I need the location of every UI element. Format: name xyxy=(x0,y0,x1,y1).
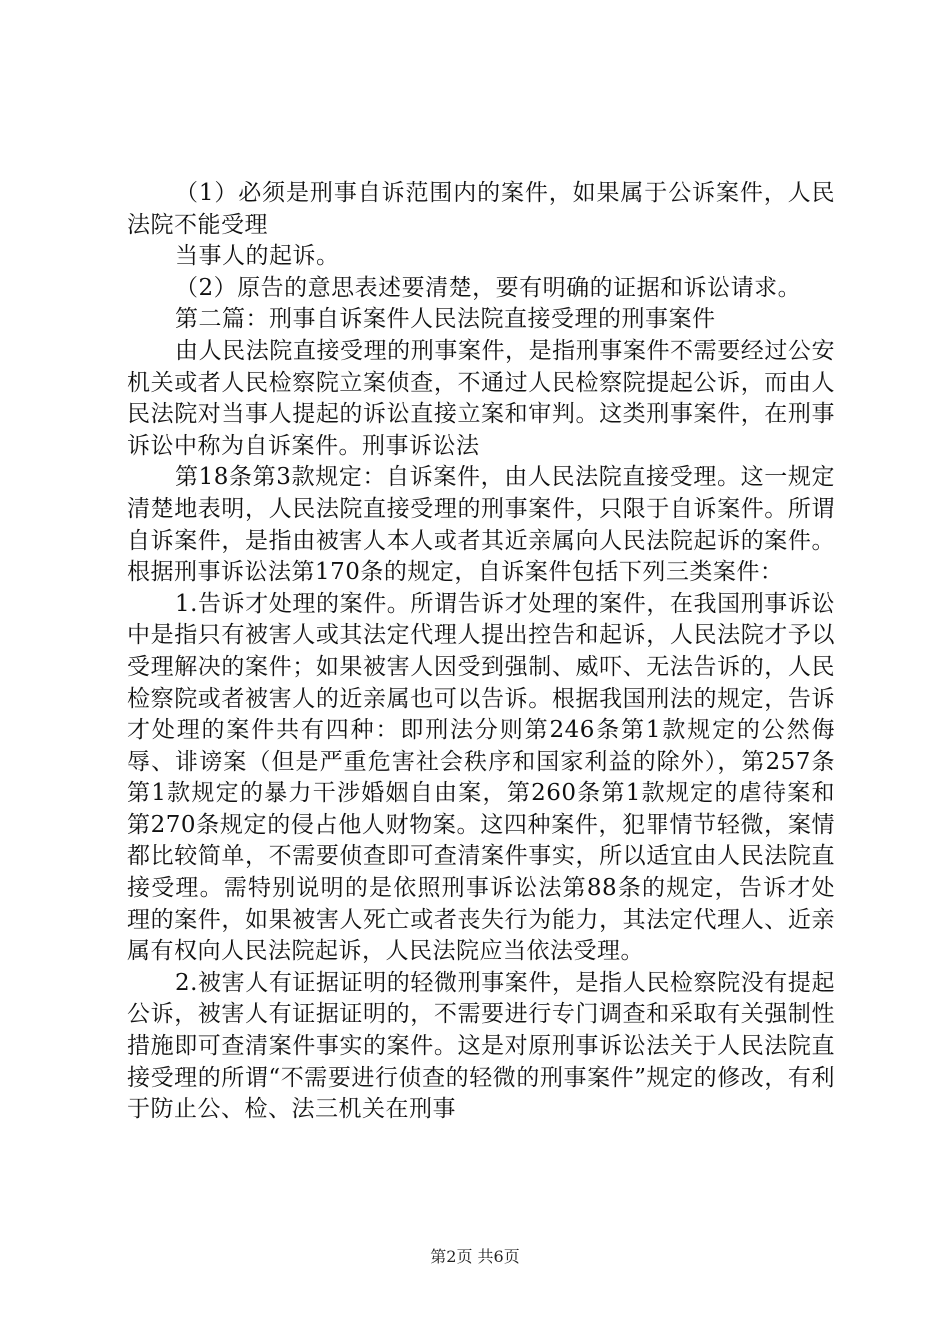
paragraph-article-18: 第18条第3款规定：自诉案件，由人民法院直接受理。这一规定清楚地表明，人民法院直接受理的刑事案件，只限于自诉案件。所谓自诉案件，是指由被害人本人或者其近亲属向人民法院起诉的案件。根据刑事诉讼法第170条的规定，自诉案件包括下列三类案件： xyxy=(127,464,835,586)
paragraph-definition: 由人民法院直接受理的刑事案件，是指刑事案件不需要经过公安机关或者人民检察院立案侦查，不通过人民检察院提起公诉，而由人民法院对当事人提起的诉讼直接立案和审判。这类刑事案件，在刑事诉讼中称为自诉案件。刑事诉讼法 xyxy=(127,337,835,459)
paragraph-condition-2: （2）原告的意思表述要清楚，要有明确的证据和诉讼请求。 xyxy=(175,274,802,301)
paragraph-case-type-1: 1.告诉才处理的案件。所谓告诉才处理的案件，在我国刑事诉讼中是指只有被害人或其法定代理人提出控告和起诉，人民法院才予以受理解决的案件；如果被害人因受到强制、威吓、无法告诉的，人民检察院或者被害人的近亲属也可以告诉。根据我国刑法的规定，告诉才处理的案件共有四种：即刑法分则第246条第1款规定的公然侮辱、诽谤案（但是严重危害社会秩序和国家利益的除外），第257条第1款规定的暴力干涉婚姻自由案，第260条第1款规定的虐待案和第270条规定的侵占他人财物案。这四种案件，犯罪情节轻微，案情都比较简单，不需要侦查即可查清案件事实，所以适宜由人民法院直接受理。需特别说明的是依照刑事诉讼法第88条的规定，告诉才处理的案件，如果被害人死亡或者丧失行为能力，其法定代理人、近亲属有权向人民法院起诉，人民法院应当依法受理。 xyxy=(127,590,835,965)
document-body xyxy=(127,178,835,1126)
section-heading: 第二篇：刑事自诉案件人民法院直接受理的刑事案件 xyxy=(175,306,716,333)
paragraph-condition-1: （1）必须是刑事自诉范围内的案件，如果属于公诉案件，人民法院不能受理 xyxy=(127,180,835,238)
paragraph-case-type-2: 2.被害人有证据证明的轻微刑事案件，是指人民检察院没有提起公诉，被害人有证据证明的，不需要进行专门调查和采取有关强制性措施即可查清案件事实的案件。这是对原刑事诉讼法关于人民法院直接受理的所谓“不需要进行侦查的轻微的刑事案件”规定的修改，有利于防止公、检、法三机关在刑事 xyxy=(127,969,835,1123)
paragraph-condition-1-continued: 当事人的起诉。 xyxy=(175,243,340,270)
page-footer: 第2页 共6页 xyxy=(430,1247,520,1266)
